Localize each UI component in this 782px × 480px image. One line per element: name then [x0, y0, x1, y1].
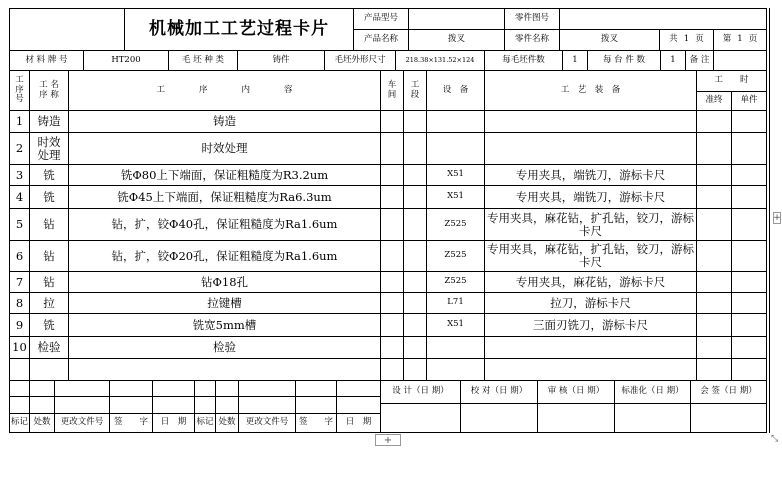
design-date-label: 设 计（日 期） — [380, 380, 461, 404]
part-name-label: 零件名称 — [504, 29, 560, 51]
standard-date-label: 标准化（日 期） — [614, 380, 691, 404]
blank-type-value[interactable]: 铸件 — [237, 50, 325, 71]
rev-blank[interactable] — [336, 396, 381, 414]
column-header-section: 工 段 — [403, 70, 427, 111]
per-unit-value[interactable]: 1 — [660, 50, 686, 71]
resize-handle-icon[interactable]: ⤡ — [771, 434, 779, 444]
operation-equipment[interactable]: X51 — [426, 185, 485, 209]
operation-tooling[interactable]: 专用夹具，麻花钻，游标卡尺 — [484, 271, 697, 293]
material-value[interactable]: HT200 — [83, 50, 169, 71]
sheet-number — [713, 29, 767, 51]
total-pages — [659, 29, 714, 51]
operation-name[interactable]: 拉 — [29, 292, 69, 314]
operation-section[interactable] — [403, 110, 427, 133]
operation-tooling[interactable]: 专用夹具，端铣刀，游标卡尺 — [484, 164, 697, 186]
process-card — [9, 8, 767, 433]
operation-content[interactable]: 铣宽5mm槽 — [68, 313, 381, 337]
operation-section[interactable] — [403, 240, 427, 272]
operation-hours-unit[interactable] — [731, 208, 767, 241]
product-name-value[interactable]: 拨叉 — [408, 29, 505, 51]
operation-hours-prep[interactable] — [696, 336, 732, 359]
operation-hours-unit[interactable] — [731, 271, 767, 293]
operation-workshop[interactable] — [380, 208, 404, 241]
rev-blank[interactable] — [295, 380, 337, 397]
operation-hours-unit[interactable] — [731, 132, 767, 165]
operation-equipment[interactable]: X51 — [426, 164, 485, 186]
rev-blank[interactable] — [152, 380, 195, 397]
operation-hours-unit[interactable] — [731, 185, 767, 209]
operation-no[interactable]: 8 — [9, 292, 30, 314]
rev-mark-label-2: 标记 — [194, 413, 216, 433]
product-model-value[interactable] — [408, 8, 505, 30]
operation-name[interactable]: 钻 — [29, 208, 69, 241]
rev-blank[interactable] — [215, 396, 239, 414]
remark-value[interactable] — [713, 50, 767, 71]
operation-no[interactable]: 3 — [9, 164, 30, 186]
column-header-content: 工 序 内 容 — [68, 70, 381, 111]
operation-section[interactable] — [403, 208, 427, 241]
total-label: 共 — [669, 34, 678, 45]
operation-content[interactable]: 拉键槽 — [68, 292, 381, 314]
rev-doc-no-label-2: 更改文件号 — [238, 413, 296, 433]
rev-blank[interactable] — [152, 396, 195, 414]
operation-name[interactable]: 铣 — [29, 164, 69, 186]
rev-blank[interactable] — [194, 380, 216, 397]
standard-date-value[interactable] — [614, 403, 691, 433]
rev-sign-label-2: 签 字 — [295, 413, 337, 433]
operation-hours-prep[interactable] — [696, 208, 732, 241]
check-date-label: 校 对（日 期） — [460, 380, 538, 404]
operation-content[interactable]: 铣Φ45上下端面，保证粗糙度为Ra6.3um — [68, 185, 381, 209]
rev-blank[interactable] — [295, 396, 337, 414]
operation-no[interactable]: 4 — [9, 185, 30, 209]
per-unit-label: 每 台 件 数 — [587, 50, 661, 71]
operation-content[interactable]: 钻，扩，铰Φ20孔，保证粗糙度为Ra1.6um — [68, 240, 381, 272]
remark-label: 备 注 — [685, 50, 714, 71]
add-row-button[interactable]: + — [375, 434, 401, 446]
rev-blank[interactable] — [54, 380, 110, 397]
product-model-label: 产品型号 — [353, 8, 409, 30]
operation-name[interactable]: 时效处理 — [29, 132, 69, 165]
rev-blank[interactable] — [109, 396, 153, 414]
operation-section[interactable] — [403, 292, 427, 314]
operation-hours-prep[interactable] — [696, 132, 732, 165]
rev-mark-label: 标记 — [9, 413, 30, 433]
part-name-value[interactable]: 拨叉 — [559, 29, 660, 51]
operation-workshop[interactable] — [380, 271, 404, 293]
operation-no[interactable]: 9 — [9, 313, 30, 337]
rev-blank[interactable] — [9, 396, 30, 414]
operation-hours-prep[interactable] — [696, 240, 732, 272]
operation-tooling[interactable] — [484, 132, 697, 165]
design-date-value[interactable] — [380, 403, 461, 433]
operation-tooling[interactable] — [484, 336, 697, 359]
rev-date-label: 日 期 — [152, 413, 195, 433]
blank-row-equipment[interactable] — [426, 358, 485, 381]
blank-row-tooling[interactable] — [484, 358, 697, 381]
page-label: 页 — [748, 34, 758, 45]
operation-section[interactable] — [403, 132, 427, 165]
operation-equipment[interactable] — [426, 336, 485, 359]
operation-section[interactable] — [403, 271, 427, 293]
operation-workshop[interactable] — [380, 240, 404, 272]
per-blank-value[interactable]: 1 — [562, 50, 588, 71]
operation-content[interactable]: 铸造 — [68, 110, 381, 133]
operation-content[interactable]: 铣Φ80上下端面，保证粗糙度为R3.2um — [68, 164, 381, 186]
operation-hours-unit[interactable] — [731, 336, 767, 359]
rev-blank[interactable] — [194, 396, 216, 414]
blank-row-content[interactable] — [68, 358, 381, 381]
column-header-hours-prep: 准终 — [696, 91, 732, 111]
operation-hours-prep[interactable] — [696, 185, 732, 209]
rev-blank[interactable] — [336, 380, 381, 397]
operation-content[interactable]: 钻Φ18孔 — [68, 271, 381, 293]
operation-hours-prep[interactable] — [696, 292, 732, 314]
operation-hours-unit[interactable] — [731, 292, 767, 314]
operation-no[interactable]: 10 — [9, 336, 30, 359]
operation-section[interactable] — [403, 313, 427, 337]
operation-hours-unit[interactable] — [731, 313, 767, 337]
blank-size-value[interactable]: 218.38×131.52×124 — [395, 50, 485, 71]
operation-workshop[interactable] — [380, 132, 404, 165]
operation-name[interactable]: 铣 — [29, 185, 69, 209]
operation-workshop[interactable] — [380, 110, 404, 133]
table-edge-line — [769, 8, 770, 433]
blank-type-label: 毛 坯 种 类 — [168, 50, 238, 71]
operation-workshop[interactable] — [380, 164, 404, 186]
operation-tooling[interactable] — [484, 110, 697, 133]
operation-no[interactable]: 2 — [9, 132, 30, 165]
operation-workshop[interactable] — [380, 292, 404, 314]
rev-count-label: 处数 — [29, 413, 55, 433]
operation-content[interactable]: 钻，扩，铰Φ40孔，保证粗糙度为Ra1.6um — [68, 208, 381, 241]
total-value: 1 — [683, 34, 690, 45]
rev-sign-label: 签 字 — [109, 413, 153, 433]
operation-equipment[interactable] — [426, 110, 485, 133]
countersign-date-value[interactable] — [690, 403, 767, 433]
operation-name[interactable]: 检验 — [29, 336, 69, 359]
sheet-label: 第 — [722, 34, 732, 45]
operation-hours-prep[interactable] — [696, 313, 732, 337]
operation-equipment[interactable]: Z525 — [426, 271, 485, 293]
operation-workshop[interactable] — [380, 185, 404, 209]
blank-row-seq[interactable] — [9, 358, 30, 381]
rev-count-label-2: 处数 — [215, 413, 239, 433]
column-header-tooling: 工 艺 装 备 — [484, 70, 697, 111]
operation-hours-unit[interactable] — [731, 110, 767, 133]
operation-section[interactable] — [403, 336, 427, 359]
column-header-name: 工 名 序 称 — [29, 70, 69, 111]
part-drawing-no-label: 零件图号 — [504, 8, 560, 30]
operation-hours-prep[interactable] — [696, 110, 732, 133]
operation-content[interactable]: 时效处理 — [68, 132, 381, 165]
blank-row-workshop[interactable] — [380, 358, 404, 381]
rev-blank[interactable] — [215, 380, 239, 397]
card-title: 机械加工工艺过程卡片 — [124, 8, 354, 51]
rev-blank[interactable] — [109, 380, 153, 397]
blank-row-name[interactable] — [29, 358, 69, 381]
blank-row-hours-unit[interactable] — [731, 358, 767, 381]
operation-section[interactable] — [403, 185, 427, 209]
operation-hours-prep[interactable] — [696, 164, 732, 186]
operation-equipment[interactable]: Z525 — [426, 208, 485, 241]
operation-name[interactable]: 铸造 — [29, 110, 69, 133]
rev-blank[interactable] — [29, 396, 55, 414]
column-header-hours-unit: 单件 — [731, 91, 767, 111]
operation-name[interactable]: 钻 — [29, 240, 69, 272]
operation-no[interactable]: 6 — [9, 240, 30, 272]
review-date-value[interactable] — [537, 403, 615, 433]
rev-doc-no-label: 更改文件号 — [54, 413, 110, 433]
operation-hours-unit[interactable] — [731, 164, 767, 186]
operation-name[interactable]: 钻 — [29, 271, 69, 293]
column-header-seq: 工 序 号 — [9, 70, 30, 111]
operation-no[interactable]: 5 — [9, 208, 30, 241]
sheet-value: 1 — [737, 34, 743, 45]
per-blank-label: 每毛坯件数 — [484, 50, 563, 71]
rev-blank[interactable] — [238, 396, 296, 414]
operation-equipment[interactable] — [426, 132, 485, 165]
rev-blank[interactable] — [29, 380, 55, 397]
operation-tooling[interactable]: 拉刀，游标卡尺 — [484, 292, 697, 314]
operation-name[interactable]: 铣 — [29, 313, 69, 337]
rev-date-label-2: 日 期 — [336, 413, 381, 433]
page-label: 页 — [695, 34, 704, 45]
column-header-workshop: 车 间 — [380, 70, 404, 111]
operation-equipment[interactable]: L71 — [426, 292, 485, 314]
column-header-hours: 工 时 — [696, 70, 767, 92]
operation-tooling[interactable]: 专用夹具，麻花钻，扩孔钻，铰刀，游标卡尺 — [484, 208, 697, 241]
operation-hours-unit[interactable] — [731, 240, 767, 272]
operation-no[interactable]: 7 — [9, 271, 30, 293]
column-header-equipment: 设 备 — [426, 70, 485, 111]
blank-row-hours-prep[interactable] — [696, 358, 732, 381]
add-column-button[interactable]: + — [773, 213, 781, 223]
operation-no[interactable]: 1 — [9, 110, 30, 133]
rev-blank[interactable] — [54, 396, 110, 414]
part-drawing-no-value[interactable] — [559, 8, 767, 30]
rev-blank[interactable] — [238, 380, 296, 397]
product-name-label: 产品名称 — [353, 29, 409, 51]
operation-tooling[interactable]: 专用夹具，麻花钻，扩孔钻，铰刀，游标卡尺 — [484, 240, 697, 272]
check-date-value[interactable] — [460, 403, 538, 433]
countersign-date-label: 会 签（日 期） — [690, 380, 767, 404]
operation-workshop[interactable] — [380, 313, 404, 337]
blank-row-section[interactable] — [403, 358, 427, 381]
operation-tooling[interactable]: 专用夹具，端铣刀，游标卡尺 — [484, 185, 697, 209]
rev-blank[interactable] — [9, 380, 30, 397]
operation-equipment[interactable]: X51 — [426, 313, 485, 337]
operation-workshop[interactable] — [380, 336, 404, 359]
operation-section[interactable] — [403, 164, 427, 186]
logo-area — [9, 8, 125, 51]
operation-hours-prep[interactable] — [696, 271, 732, 293]
blank-size-label: 毛坯外形尺寸 — [324, 50, 396, 71]
operation-equipment[interactable]: Z525 — [426, 240, 485, 272]
operation-content[interactable]: 检验 — [68, 336, 381, 359]
review-date-label: 审 核（日 期） — [537, 380, 615, 404]
operation-tooling[interactable]: 三面刃铣刀，游标卡尺 — [484, 313, 697, 337]
material-label: 材 料 牌 号 — [9, 50, 84, 71]
